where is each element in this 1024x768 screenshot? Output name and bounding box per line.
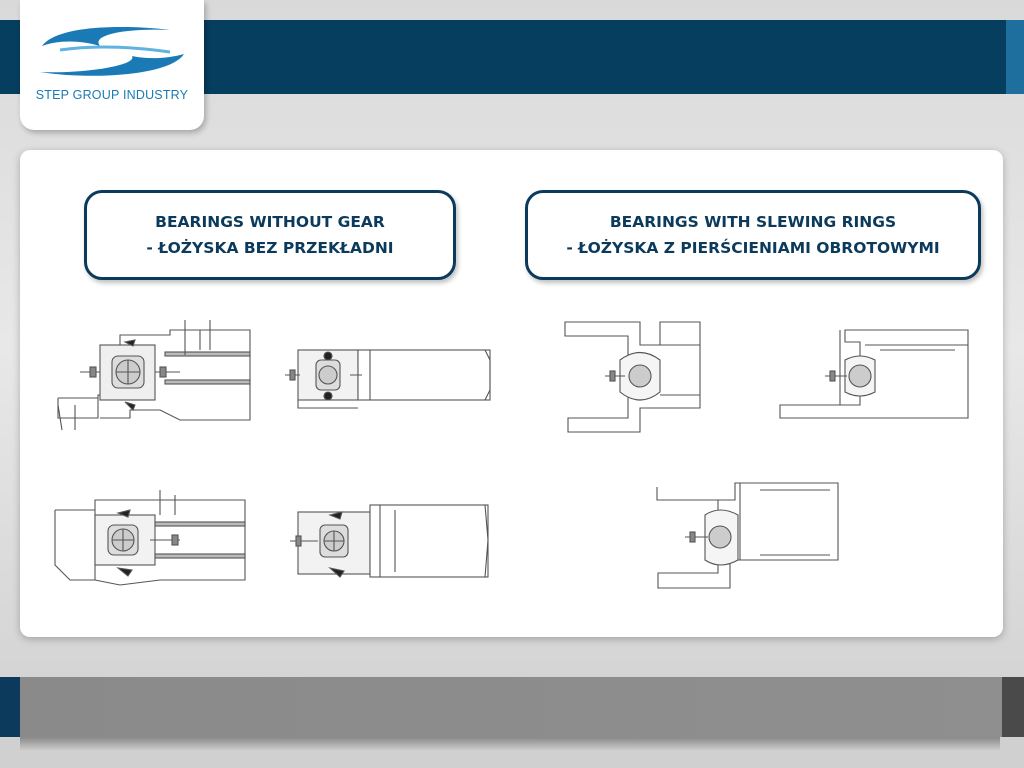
footer-right-strip xyxy=(1002,677,1024,737)
section-subtitle: - ŁOŻYSKA Z PIERŚCIENIAMI OBROTOWYMI xyxy=(566,239,940,257)
drawing-bearing-no-gear-2 xyxy=(285,350,490,408)
footer-shadow xyxy=(20,737,1000,751)
footer-bar xyxy=(0,677,1024,737)
footer-left-strip xyxy=(0,677,20,737)
drawing-slewing-ring-2 xyxy=(780,330,968,418)
logo-text: STEP GROUP INDUSTRY xyxy=(35,88,189,102)
section-title: BEARINGS WITH SLEWING RINGS xyxy=(609,213,897,231)
drawing-slewing-ring-3 xyxy=(657,483,838,588)
drawing-bearing-no-gear-3 xyxy=(55,490,245,585)
section-title: BEARINGS WITHOUT GEAR xyxy=(155,213,385,231)
drawing-bearing-no-gear-4 xyxy=(290,505,488,577)
section-subtitle: - ŁOŻYSKA BEZ PRZEKŁADNI xyxy=(146,239,394,257)
drawing-slewing-ring-1 xyxy=(565,322,700,432)
drawing-bearing-no-gear-1 xyxy=(58,320,250,430)
